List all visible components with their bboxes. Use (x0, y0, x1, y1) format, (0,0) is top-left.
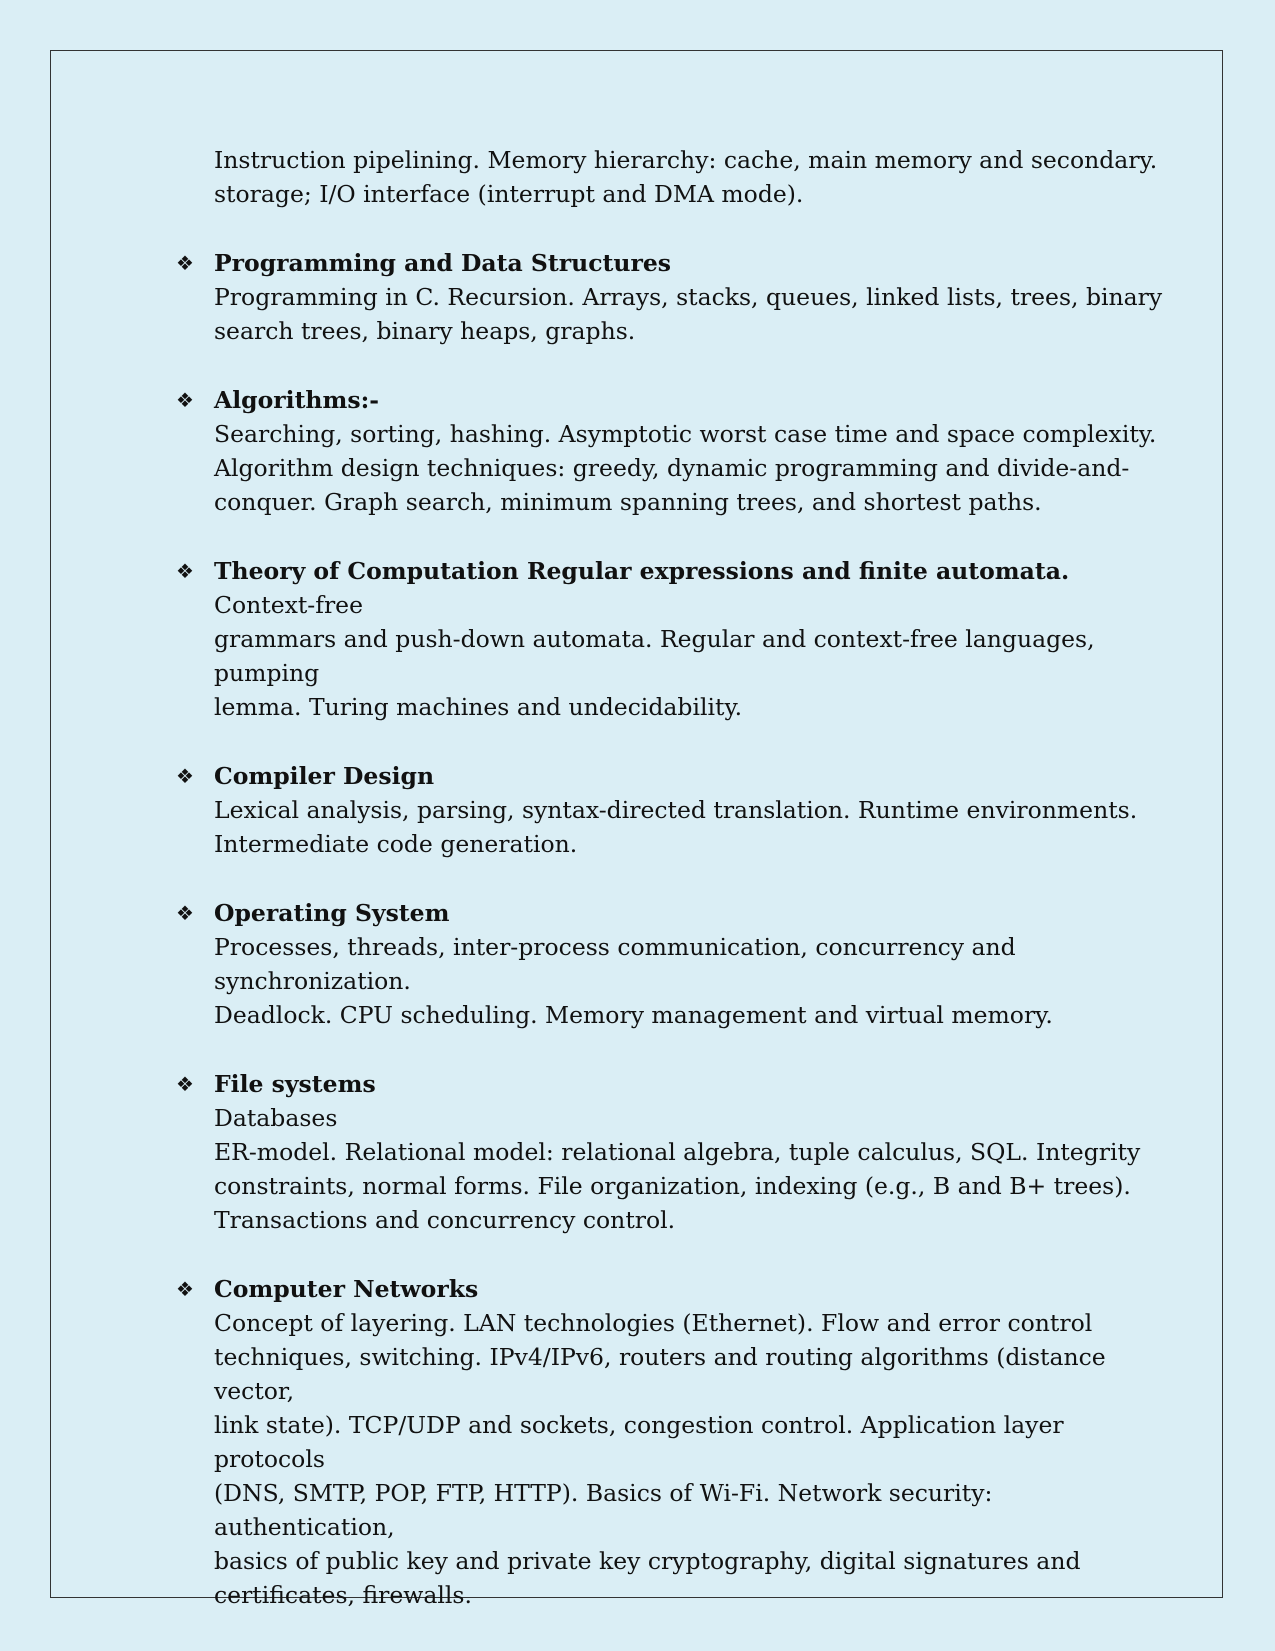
section-heading: Operating System (214, 899, 450, 927)
section-line: conquer. Graph search, minimum spanning trees, and shortest paths. (214, 488, 1042, 516)
section-line: Transactions and concurrency control. (214, 1206, 676, 1234)
diamond-bullet-icon: ❖ (176, 764, 194, 788)
section-computer-networks (176, 1272, 1174, 1612)
section-heading: File systems (214, 1070, 376, 1098)
section-algorithms (176, 383, 1174, 519)
section-line: Algorithm design techniques: greedy, dynamic programming and divide-and- (214, 454, 1130, 482)
section-line: (DNS, SMTP, POP, FTP, HTTP). Basics of Wi-Fi. Network security: authentication, (214, 1479, 993, 1541)
section-line: Lexical analysis, parsing, syntax-directed translation. Runtime environments. (214, 796, 1138, 824)
section-heading: Compiler Design (214, 762, 435, 790)
section-line: techniques, switching. IPv4/IPv6, routers and routing algorithms (distance vector, (214, 1343, 1106, 1405)
intro-paragraph (214, 143, 1174, 211)
section-line: grammars and push-down automata. Regular and context-free languages, pumping (214, 625, 1095, 687)
diamond-bullet-icon: ❖ (176, 901, 194, 925)
diamond-bullet-icon: ❖ (176, 1072, 194, 1096)
section-line: Processes, threads, inter-process communication, concurrency and synchronization. (214, 933, 1016, 995)
document-content (176, 143, 1174, 1647)
section-theory-of-computation (176, 554, 1174, 724)
section-line: Databases (214, 1104, 338, 1132)
diamond-bullet-icon: ❖ (176, 251, 194, 275)
section-programming-data-structures (176, 246, 1174, 348)
section-heading: Computer Networks (214, 1275, 479, 1303)
section-line: Intermediate code generation. (214, 830, 578, 858)
section-heading-line (214, 554, 1174, 622)
diamond-bullet-icon: ❖ (176, 559, 194, 583)
section-heading: Theory of Computation Regular expressions and finite automata. (214, 557, 1070, 585)
section-line: Concept of layering. LAN technologies (Ethernet). Flow and error control (214, 1309, 1093, 1337)
section-heading-tail: Context-free (214, 591, 363, 619)
section-heading: Algorithms:- (214, 386, 380, 414)
section-file-systems (176, 1067, 1174, 1237)
intro-line: storage; I/O interface (interrupt and DMA mode). (214, 180, 804, 208)
diamond-bullet-icon: ❖ (176, 1277, 194, 1301)
section-line: link state). TCP/UDP and sockets, congestion control. Application layer protocols (214, 1411, 1064, 1473)
section-line: certificates, firewalls. (214, 1581, 472, 1609)
diamond-bullet-icon: ❖ (176, 388, 194, 412)
section-line: basics of public key and private key cryptography, digital signatures and (214, 1547, 1081, 1575)
section-line: lemma. Turing machines and undecidability. (214, 693, 743, 721)
section-line: Searching, sorting, hashing. Asymptotic worst case time and space complexity. (214, 420, 1157, 448)
section-line: ER-model. Relational model: relational algebra, tuple calculus, SQL. Integrity (214, 1138, 1141, 1166)
section-line: Programming in C. Recursion. Arrays, stacks, queues, linked lists, trees, binary (214, 283, 1163, 311)
section-line: Deadlock. CPU scheduling. Memory management and virtual memory. (214, 1001, 1053, 1029)
section-heading: Programming and Data Structures (214, 249, 672, 277)
intro-line: Instruction pipelining. Memory hierarchy: cache, main memory and secondary. (214, 146, 1158, 174)
section-line: search trees, binary heaps, graphs. (214, 317, 636, 345)
section-line: constraints, normal forms. File organization, indexing (e.g., B and B+ trees). (214, 1172, 1131, 1200)
section-compiler-design (176, 759, 1174, 861)
section-operating-system (176, 896, 1174, 1032)
